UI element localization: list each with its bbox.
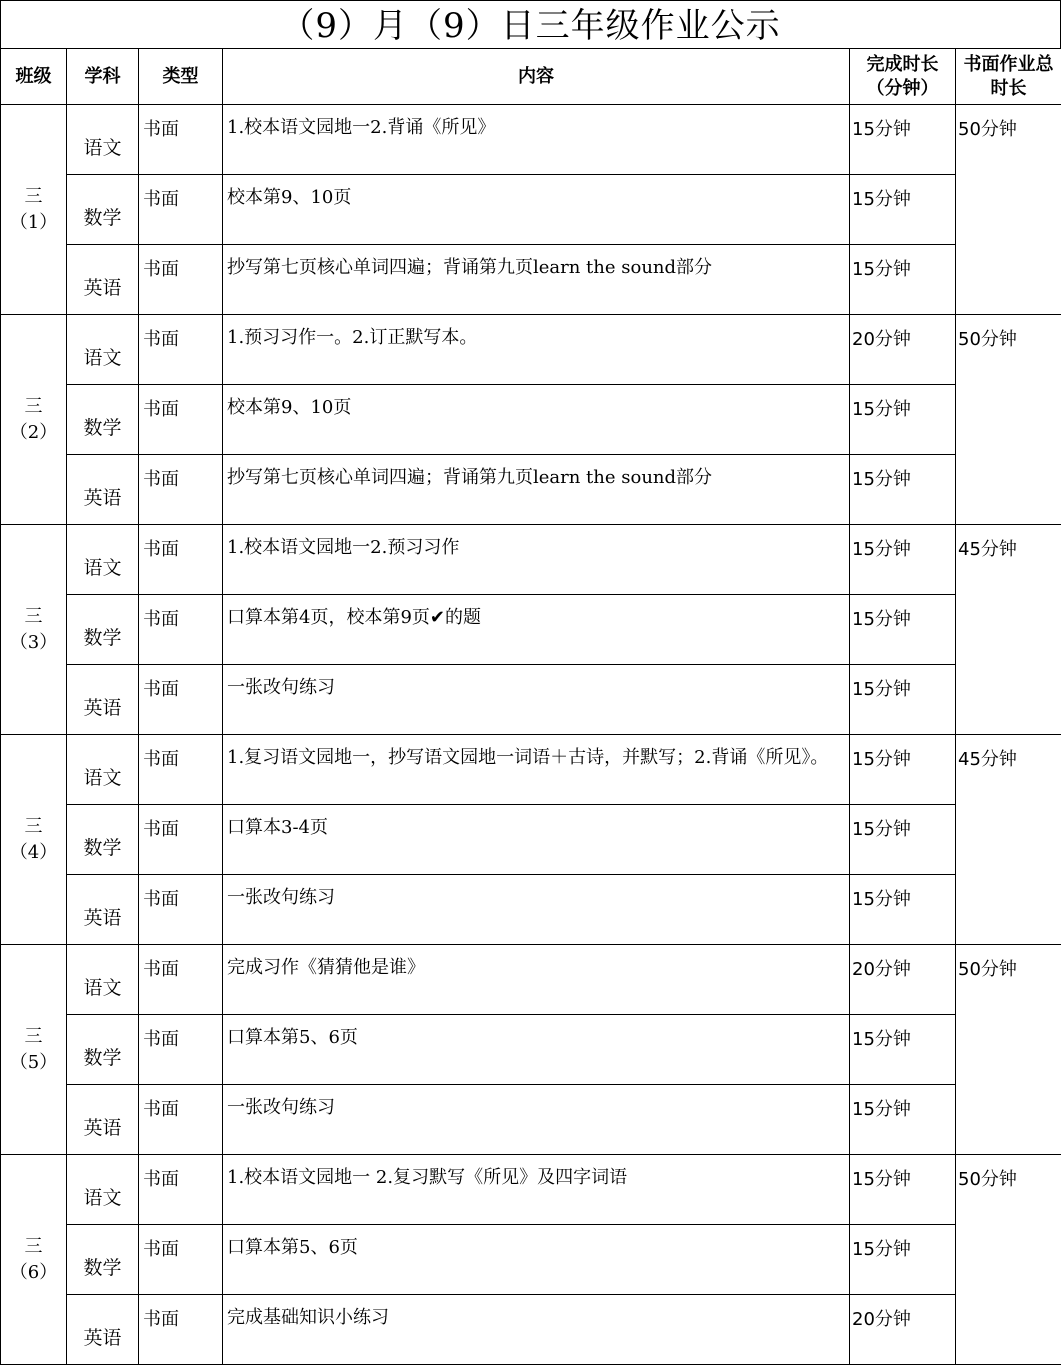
subject-cell: 英语 (67, 1085, 139, 1155)
type-cell: 书面 (139, 105, 223, 175)
content-cell: 一张改句练习 (223, 875, 850, 945)
type-cell: 书面 (139, 595, 223, 665)
subject-cell: 数学 (67, 385, 139, 455)
type-cell: 书面 (139, 245, 223, 315)
duration-cell: 15分钟 (850, 1015, 956, 1085)
type-cell: 书面 (139, 525, 223, 595)
table-row (1, 735, 1061, 805)
page-title: （9）月（9）日三年级作业公示 (0, 0, 1061, 48)
subject-cell: 语文 (67, 525, 139, 595)
table-row (1, 105, 1061, 175)
table-row (1, 945, 1061, 1015)
content-cell: 一张改句练习 (223, 665, 850, 735)
content-cell: 校本第9、10页 (223, 385, 850, 455)
header-duration: 完成时长（分钟） (850, 49, 956, 105)
duration-cell: 15分钟 (850, 385, 956, 455)
subject-cell: 语文 (67, 105, 139, 175)
duration-cell: 15分钟 (850, 105, 956, 175)
table-row (1, 175, 1061, 245)
table-row (1, 1295, 1061, 1365)
total-cell: 45分钟 (956, 735, 1061, 945)
type-cell: 书面 (139, 1295, 223, 1365)
subject-cell: 数学 (67, 595, 139, 665)
content-cell: 1.复习语文园地一，抄写语文园地一词语＋古诗，并默写；2.背诵《所见》。 (223, 735, 850, 805)
total-cell: 50分钟 (956, 105, 1061, 315)
table-row (1, 665, 1061, 735)
subject-cell: 语文 (67, 945, 139, 1015)
type-cell: 书面 (139, 1085, 223, 1155)
duration-cell: 20分钟 (850, 1295, 956, 1365)
content-cell: 1.预习习作一。2.订正默写本。 (223, 315, 850, 385)
duration-cell: 15分钟 (850, 735, 956, 805)
type-cell: 书面 (139, 945, 223, 1015)
duration-cell: 15分钟 (850, 665, 956, 735)
duration-cell: 20分钟 (850, 315, 956, 385)
type-cell: 书面 (139, 1155, 223, 1225)
type-cell: 书面 (139, 385, 223, 455)
class-cell: 三 （4） (1, 735, 67, 945)
content-cell: 完成习作《猜猜他是谁》 (223, 945, 850, 1015)
content-cell: 1.校本语文园地一 2.复习默写《所见》及四字词语 (223, 1155, 850, 1225)
total-cell: 50分钟 (956, 315, 1061, 525)
duration-cell: 15分钟 (850, 175, 956, 245)
type-cell: 书面 (139, 315, 223, 385)
table-row (1, 595, 1061, 665)
header-class: 班级 (1, 49, 67, 105)
content-cell: 口算本第5、6页 (223, 1225, 850, 1295)
total-cell: 50分钟 (956, 945, 1061, 1155)
duration-cell: 15分钟 (850, 525, 956, 595)
table-row (1, 875, 1061, 945)
table-row (1, 385, 1061, 455)
duration-cell: 15分钟 (850, 455, 956, 525)
type-cell: 书面 (139, 1225, 223, 1295)
header-subject: 学科 (67, 49, 139, 105)
type-cell: 书面 (139, 665, 223, 735)
class-cell: 三 （3） (1, 525, 67, 735)
table-row (1, 1085, 1061, 1155)
total-cell: 45分钟 (956, 525, 1061, 735)
subject-cell: 数学 (67, 1225, 139, 1295)
class-cell: 三 （5） (1, 945, 67, 1155)
subject-cell: 数学 (67, 805, 139, 875)
content-cell: 抄写第七页核心单词四遍；背诵第九页learn the sound部分 (223, 245, 850, 315)
class-cell: 三 （6） (1, 1155, 67, 1365)
homework-table (0, 48, 1061, 1365)
subject-cell: 英语 (67, 875, 139, 945)
duration-cell: 20分钟 (850, 945, 956, 1015)
header-row (1, 49, 1061, 105)
table-row (1, 455, 1061, 525)
duration-cell: 15分钟 (850, 1155, 956, 1225)
class-cell: 三 （2） (1, 315, 67, 525)
subject-cell: 英语 (67, 1295, 139, 1365)
header-content: 内容 (223, 49, 850, 105)
content-cell: 口算本3-4页 (223, 805, 850, 875)
subject-cell: 英语 (67, 665, 139, 735)
content-cell: 校本第9、10页 (223, 175, 850, 245)
subject-cell: 英语 (67, 245, 139, 315)
subject-cell: 数学 (67, 175, 139, 245)
total-cell: 50分钟 (956, 1155, 1061, 1365)
type-cell: 书面 (139, 455, 223, 525)
type-cell: 书面 (139, 875, 223, 945)
class-cell: 三 （1） (1, 105, 67, 315)
table-row (1, 525, 1061, 595)
type-cell: 书面 (139, 175, 223, 245)
table-row (1, 315, 1061, 385)
subject-cell: 语文 (67, 1155, 139, 1225)
table-row (1, 1225, 1061, 1295)
subject-cell: 语文 (67, 735, 139, 805)
subject-cell: 数学 (67, 1015, 139, 1085)
duration-cell: 15分钟 (850, 1225, 956, 1295)
type-cell: 书面 (139, 735, 223, 805)
table-row (1, 1155, 1061, 1225)
type-cell: 书面 (139, 805, 223, 875)
content-cell: 口算本第5、6页 (223, 1015, 850, 1085)
content-cell: 抄写第七页核心单词四遍；背诵第九页learn the sound部分 (223, 455, 850, 525)
duration-cell: 15分钟 (850, 805, 956, 875)
table-row (1, 805, 1061, 875)
content-cell: 1.校本语文园地一2.背诵《所见》 (223, 105, 850, 175)
duration-cell: 15分钟 (850, 1085, 956, 1155)
content-cell: 一张改句练习 (223, 1085, 850, 1155)
content-cell: 1.校本语文园地一2.预习习作 (223, 525, 850, 595)
type-cell: 书面 (139, 1015, 223, 1085)
content-cell: 口算本第4页，校本第9页✔的题 (223, 595, 850, 665)
header-total: 书面作业总时长 (956, 49, 1061, 105)
table-row (1, 1015, 1061, 1085)
content-cell: 完成基础知识小练习 (223, 1295, 850, 1365)
header-type: 类型 (139, 49, 223, 105)
subject-cell: 语文 (67, 315, 139, 385)
duration-cell: 15分钟 (850, 595, 956, 665)
duration-cell: 15分钟 (850, 245, 956, 315)
table-body (1, 105, 1061, 1365)
duration-cell: 15分钟 (850, 875, 956, 945)
subject-cell: 英语 (67, 455, 139, 525)
table-row (1, 245, 1061, 315)
